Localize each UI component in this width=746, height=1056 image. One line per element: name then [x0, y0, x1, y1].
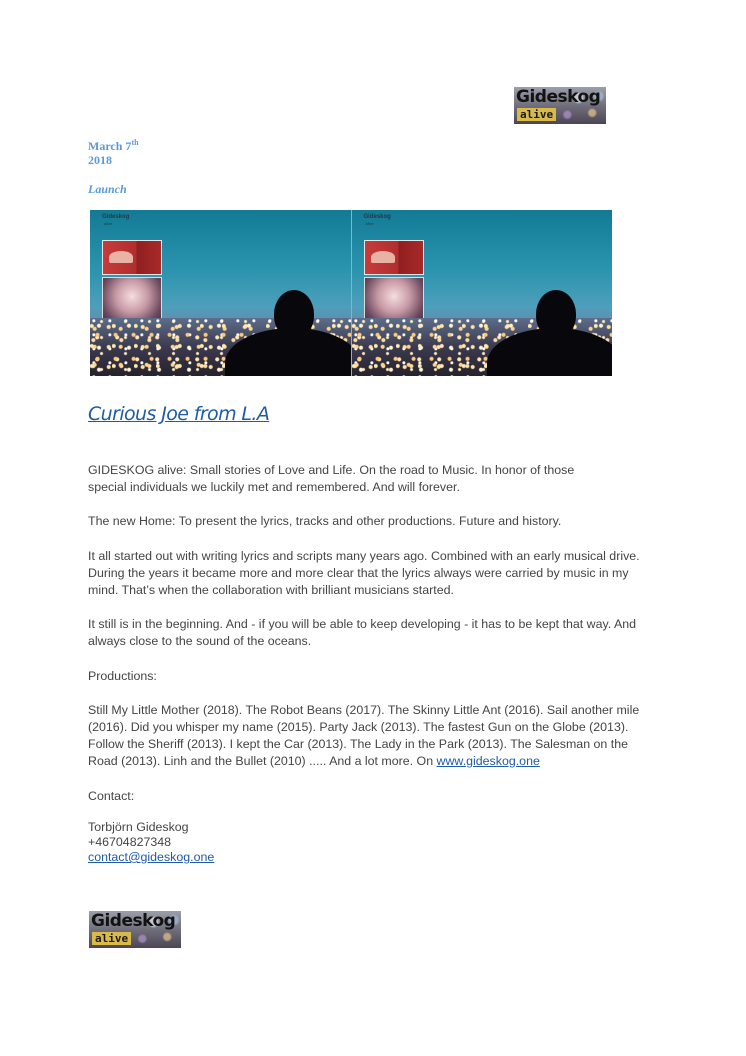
text-line: During the years it became more and more clear that the lyrics always were carried by music in my — [88, 566, 629, 580]
car-thumbnail — [102, 240, 162, 275]
banner-panel-left — [90, 210, 351, 376]
panel-subtitle: alive — [104, 221, 113, 226]
text-run: Road (2013). Linh and the Bullet (2010) ..... And a lot more. On — [88, 754, 437, 768]
silhouette-head — [536, 290, 576, 338]
text-line: It still is in the beginning. And - if you will be able to keep developing - it has to be kept that way. And — [88, 617, 637, 631]
contact-label — [88, 788, 678, 805]
beginning-paragraph — [88, 616, 678, 650]
text-line: always close to the sound of the oceans. — [88, 634, 312, 648]
logo-name: Gideskog — [91, 911, 176, 931]
logo-tagline: alive — [92, 932, 131, 945]
logo-tagline: alive — [517, 108, 556, 121]
text-line: It all started out with writing lyrics and scripts many years ago. Combined with an early musical drive. — [88, 549, 640, 563]
intro-paragraph — [88, 462, 678, 496]
panel-title: Gideskog — [102, 214, 130, 220]
productions-list — [88, 702, 678, 770]
panel-subtitle: alive — [365, 221, 374, 226]
text-line: (2016). Did you whisper my name (2015). Party Jack (2013). The fastest Gun on the Globe (2013). — [88, 720, 629, 734]
article-title[interactable]: Curious Joe from L.A — [88, 403, 270, 425]
contact-phone: +46704827348 — [88, 835, 172, 849]
banner-image — [90, 210, 612, 376]
text-line: Still My Little Mother (2018). The Robot Beans (2017). The Skinny Little Ant (2016). Sail another mile — [88, 703, 640, 717]
website-link[interactable]: www.gideskog.one — [436, 754, 540, 768]
text-line-last — [88, 753, 678, 770]
history-paragraph — [88, 548, 678, 599]
logo-top — [514, 87, 606, 124]
text-line: GIDESKOG alive: Small stories of Love and Life. On the road to Music. In honor of those — [88, 463, 575, 477]
contact-name: Torbjörn Gideskog — [88, 820, 189, 834]
home-paragraph — [88, 513, 678, 530]
category-label: Launch — [88, 182, 127, 196]
productions-label — [88, 668, 678, 685]
email-link[interactable]: contact@gideskog.one — [88, 850, 215, 864]
logo-name: Gideskog — [516, 87, 601, 107]
text-line: Productions: — [88, 669, 157, 683]
text-line: Contact: — [88, 789, 135, 803]
release-date — [88, 139, 139, 167]
text-line: The new Home: To present the lyrics, tracks and other productions. Future and history. — [88, 514, 562, 528]
text-line: Follow the Sheriff (2013). I kept the Car (2013). The Lady in the Park (2013). The Salesman on the — [88, 737, 628, 751]
date-line1: March 7 — [88, 139, 132, 153]
date-suffix: th — [131, 138, 139, 147]
text-line: mind. That’s when the collaboration with brilliant musicians started. — [88, 583, 454, 597]
panel-title: Gideskog — [363, 214, 391, 220]
contact-block — [88, 820, 678, 865]
date-year: 2018 — [88, 153, 112, 167]
car-thumbnail — [364, 240, 424, 275]
silhouette-head — [274, 290, 314, 338]
logo-bottom — [89, 911, 181, 948]
text-line: special individuals we luckily met and remembered. And will forever. — [88, 480, 460, 494]
banner-panel-right — [351, 210, 613, 376]
